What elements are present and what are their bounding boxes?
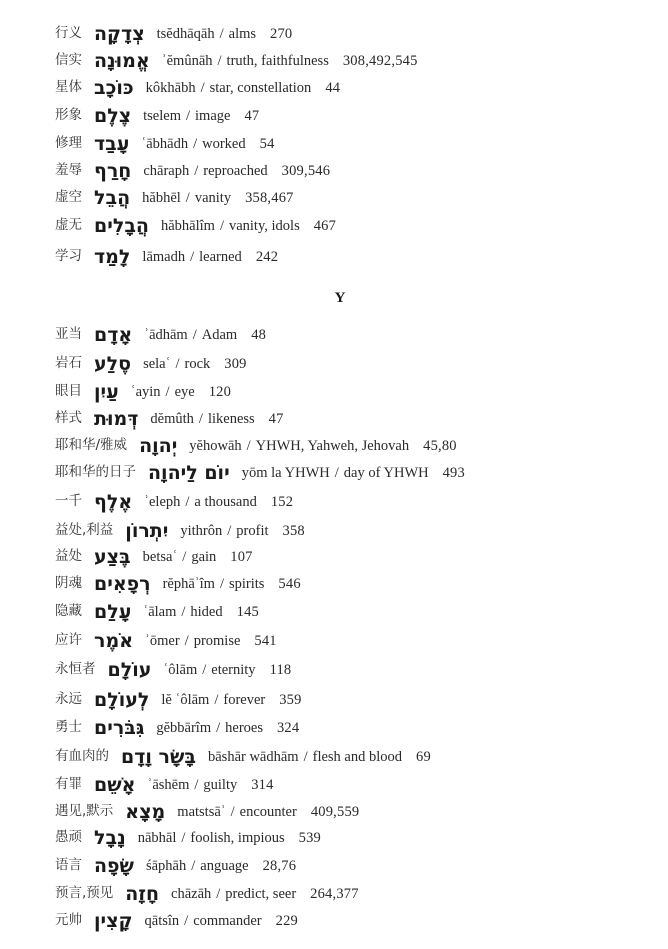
transliteration: hăbhālîm (160, 217, 215, 234)
transliteration: ʿālam (143, 603, 177, 620)
chinese-term: 虚无 (55, 217, 82, 234)
hebrew-term: עַיִן (94, 380, 119, 403)
separator-slash: / (303, 748, 308, 765)
index-entry (55, 130, 658, 158)
chinese-term: 耶和华/雅威 (55, 437, 128, 454)
separator-slash: / (185, 493, 190, 510)
hebrew-term: שָׂפָה (94, 854, 134, 877)
transliteration: dĕmûth (150, 410, 194, 427)
transliteration: kôkhābh (145, 79, 196, 96)
transliteration: bāshār wādhām (207, 748, 299, 765)
index-entry (55, 771, 658, 799)
hebrew-term: חָזָה (125, 882, 160, 905)
separator-slash: / (184, 912, 189, 929)
english-gloss: predict, seer (225, 885, 297, 902)
chinese-term: 学习 (55, 248, 82, 265)
index-entry (55, 184, 658, 212)
page-references: 120 (208, 383, 232, 400)
index-entry (55, 824, 658, 852)
index-entry (55, 798, 658, 826)
index-entry (55, 459, 658, 487)
chinese-term: 遇见,默示 (55, 803, 114, 820)
page-references: 308,492,545 (342, 52, 418, 69)
transliteration: hăbhēl (142, 189, 181, 206)
transliteration: gĕbbārîm (156, 719, 212, 736)
chinese-term: 耶和华的日子 (55, 464, 136, 481)
english-gloss: flesh and blood (312, 748, 403, 765)
english-gloss: heroes (225, 719, 263, 736)
english-gloss: anguage (200, 857, 249, 874)
transliteration: tselem (143, 107, 181, 124)
chinese-term: 星体 (55, 79, 82, 96)
separator-slash: / (185, 189, 190, 206)
separator-slash: / (219, 217, 224, 234)
english-gloss: guilty (203, 776, 238, 793)
page-references: 314 (251, 776, 274, 793)
english-gloss: rock (184, 355, 211, 372)
english-gloss: alms (228, 25, 257, 42)
page-references: 48 (251, 326, 267, 343)
chinese-term: 阴魂 (55, 575, 82, 592)
transliteration: yōm la YHWH (241, 464, 330, 481)
hebrew-term: אָדָם (94, 323, 133, 346)
index-entry (55, 880, 658, 908)
chinese-term: 益处 (55, 548, 82, 565)
hebrew-term: מָצָא (125, 800, 166, 823)
english-gloss: promise (193, 632, 241, 649)
transliteration: ʿôlām (163, 661, 198, 678)
english-gloss: eternity (211, 661, 256, 678)
separator-slash: / (198, 410, 203, 427)
transliteration: yithrôn (180, 522, 223, 539)
english-gloss: vanity (194, 189, 232, 206)
hebrew-term: הֲבֵל (94, 186, 131, 209)
page-references: 309 (224, 355, 247, 372)
hebrew-term: יוֹם לַיהוָה (148, 461, 230, 484)
index-entry (55, 432, 658, 460)
english-gloss: commander (193, 912, 262, 929)
transliteration: betsaʿ (142, 548, 178, 565)
index-entry (55, 852, 658, 880)
separator-slash: / (194, 162, 199, 179)
english-gloss: truth, faithfulness (226, 52, 329, 69)
chinese-term: 永远 (55, 691, 82, 708)
index-entry (55, 743, 658, 771)
separator-slash: / (175, 355, 180, 372)
transliteration: ʾāshēm (147, 776, 190, 793)
transliteration: matstsāʾ (177, 803, 226, 820)
hebrew-term: לָמַד (94, 245, 131, 268)
english-gloss: a thousand (194, 493, 257, 510)
transliteration: ʾōmer (145, 632, 180, 649)
index-entry (55, 47, 658, 75)
hebrew-term: גִּבֹּרִים (94, 716, 145, 739)
chinese-term: 应许 (55, 632, 82, 649)
index-entry (55, 157, 658, 185)
chinese-term: 样式 (55, 410, 82, 427)
hebrew-term: עוֹלָם (107, 658, 152, 681)
page-references: 309,546 (281, 162, 331, 179)
chinese-term: 信实 (55, 52, 82, 69)
index-entry (55, 907, 658, 935)
english-gloss: spirits (228, 575, 265, 592)
chinese-term: 修理 (55, 135, 82, 152)
page-references: 44 (325, 79, 341, 96)
page-references: 118 (269, 661, 292, 678)
english-gloss: reproached (203, 162, 268, 179)
separator-slash: / (219, 575, 224, 592)
hebrew-term: לְעוֹלָם (94, 688, 150, 711)
transliteration: ʾeleph (144, 493, 181, 510)
chinese-term: 岩石 (55, 355, 82, 372)
hebrew-term: אֹמֶר (94, 629, 134, 652)
index-entry (55, 405, 658, 433)
transliteration: lĕ ʿôlām (161, 691, 210, 708)
transliteration: yĕhowāh (189, 437, 242, 454)
separator-slash: / (191, 857, 196, 874)
separator-slash: / (194, 776, 199, 793)
index-entry (55, 74, 658, 102)
hebrew-term: אָשֵׁם (94, 773, 136, 796)
index-entry (55, 627, 658, 655)
index-entry (55, 543, 658, 571)
separator-slash: / (334, 464, 339, 481)
english-gloss: worked (202, 135, 246, 152)
page-references: 467 (313, 217, 337, 234)
chinese-term: 行义 (55, 25, 82, 42)
english-gloss: learned (199, 248, 242, 265)
hebrew-term: נָבָל (94, 826, 126, 849)
hebrew-term: דְּמוּת (94, 407, 139, 430)
chinese-term: 勇士 (55, 719, 82, 736)
index-entry (55, 517, 658, 545)
transliteration: qātsîn (144, 912, 180, 929)
transliteration: chāraph (143, 162, 190, 179)
index-entry (55, 321, 658, 349)
english-gloss: hided (190, 603, 223, 620)
separator-slash: / (200, 79, 205, 96)
english-gloss: profit (236, 522, 269, 539)
chinese-term: 隐藏 (55, 603, 82, 620)
hebrew-term: יִתְרוֹן (125, 519, 169, 542)
transliteration: ʿābhādh (141, 135, 189, 152)
separator-slash: / (165, 383, 170, 400)
page-references: 358,467 (245, 189, 294, 206)
chinese-term: 有血肉的 (55, 748, 109, 765)
transliteration: chāzāh (171, 885, 212, 902)
separator-slash: / (190, 248, 195, 265)
hebrew-term: יְהוָה (139, 434, 178, 457)
page-references: 493 (442, 464, 465, 481)
hebrew-term: קָצִין (94, 909, 133, 932)
page-references: 546 (278, 575, 301, 592)
hebrew-term: אֱמוּנָה (94, 49, 150, 72)
separator-slash: / (216, 885, 221, 902)
transliteration: rĕphāʾîm (162, 575, 215, 592)
separator-slash: / (216, 719, 221, 736)
transliteration: lāmadh (142, 248, 186, 265)
english-gloss: eye (174, 383, 195, 400)
separator-slash: / (181, 829, 186, 846)
transliteration: ʾĕmûnāh (161, 52, 213, 69)
page-references: 324 (276, 719, 300, 736)
separator-slash: / (186, 107, 191, 124)
page-references: 359 (279, 691, 302, 708)
transliteration: ʾādhām (144, 326, 188, 343)
transliteration: tsĕdhāqāh (156, 25, 215, 42)
page-references: 107 (230, 548, 253, 565)
page-references: 409,559 (310, 803, 360, 820)
separator-slash: / (219, 25, 224, 42)
index-entry (55, 488, 658, 516)
page-references: 47 (268, 410, 284, 427)
chinese-term: 一千 (55, 493, 82, 510)
english-gloss: Adam (201, 326, 238, 343)
chinese-term: 眼目 (55, 383, 82, 400)
hebrew-term: בָּשָׂר וָדָם (121, 745, 196, 768)
transliteration: śāphāh (145, 857, 187, 874)
english-gloss: encounter (239, 803, 297, 820)
page-references: 69 (416, 748, 431, 765)
page-references: 152 (270, 493, 294, 510)
page-references: 229 (275, 912, 298, 929)
hebrew-term: צֶלֶם (94, 104, 132, 127)
english-gloss: likeness (207, 410, 255, 427)
english-gloss: image (195, 107, 231, 124)
transliteration: ʿayin (130, 383, 161, 400)
hebrew-term: סֶלַע (94, 352, 132, 375)
hebrew-term: אֶלֶף (94, 490, 133, 513)
chinese-term: 亚当 (55, 326, 82, 343)
hebrew-term: עָלַם (94, 600, 132, 623)
transliteration: selaʿ (143, 355, 171, 372)
chinese-term: 形象 (55, 107, 82, 124)
hebrew-term: הֲבָלִים (94, 214, 149, 237)
hebrew-term: חָרַף (94, 159, 132, 182)
hebrew-term: צְדָקָה (94, 22, 145, 45)
page-references: 28,76 (262, 857, 297, 874)
page-references: 264,377 (310, 885, 359, 902)
chinese-term: 愚顽 (55, 829, 82, 846)
index-entry (55, 714, 658, 742)
hebrew-term: עָבַד (94, 132, 130, 155)
english-gloss: gain (191, 548, 217, 565)
page-references: 270 (270, 25, 293, 42)
index-entry (55, 102, 658, 130)
chinese-term: 益处,利益 (55, 522, 114, 539)
index-entry (55, 243, 658, 271)
english-gloss: foolish, impious (190, 829, 285, 846)
chinese-term: 预言,预见 (55, 885, 114, 902)
index-entry (55, 686, 658, 714)
index-entry (55, 656, 658, 684)
page-references: 242 (255, 248, 279, 265)
index-entry (55, 20, 658, 48)
english-gloss: day of YHWH (343, 464, 429, 481)
separator-slash: / (217, 52, 222, 69)
separator-slash: / (230, 803, 235, 820)
hebrew-term: בֶּצַע (94, 545, 131, 568)
english-gloss: vanity, idols (228, 217, 300, 234)
chinese-term: 羞辱 (55, 162, 82, 179)
transliteration: nābhāl (137, 829, 177, 846)
chinese-term: 有罪 (55, 776, 82, 793)
page-references: 539 (298, 829, 322, 846)
index-entry (55, 350, 658, 378)
english-gloss: YHWH, Yahweh, Jehovah (255, 437, 410, 454)
separator-slash: / (192, 326, 197, 343)
page-references: 145 (236, 603, 259, 620)
index-entry (55, 378, 658, 406)
hebrew-term: כּוֹכָב (94, 76, 134, 99)
separator-slash: / (193, 135, 198, 152)
separator-slash: / (184, 632, 189, 649)
index-entry (55, 212, 658, 240)
index-entry (55, 598, 658, 626)
page-references: 45,80 (423, 437, 457, 454)
separator-slash: / (214, 691, 219, 708)
chinese-term: 语言 (55, 857, 82, 874)
english-gloss: forever (223, 691, 266, 708)
separator-slash: / (246, 437, 251, 454)
separator-slash: / (182, 548, 187, 565)
page-references: 47 (244, 107, 260, 124)
hebrew-term: רְפָאִים (94, 572, 151, 595)
page-references: 541 (254, 632, 277, 649)
page-references: 358 (282, 522, 305, 539)
chinese-term: 元帅 (55, 912, 82, 929)
chinese-term: 永恒者 (55, 661, 96, 678)
chinese-term: 虚空 (55, 189, 82, 206)
separator-slash: / (181, 603, 186, 620)
page-references: 54 (259, 135, 275, 152)
english-gloss: star, constellation (209, 79, 312, 96)
index-entry (55, 570, 658, 598)
separator-slash: / (227, 522, 232, 539)
separator-slash: / (202, 661, 207, 678)
section-letter-heading: Y (334, 290, 346, 306)
